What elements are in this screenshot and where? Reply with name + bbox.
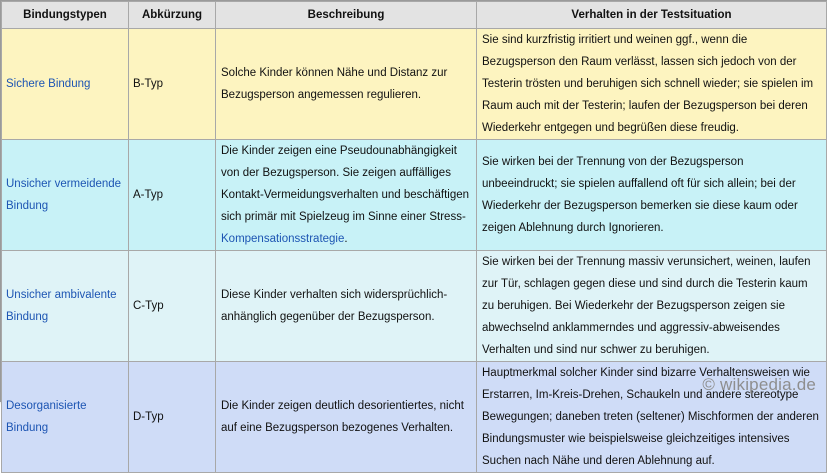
attachment-types-table [1, 1, 827, 473]
description-cell [216, 140, 477, 251]
abbr-cell: D-Typ [129, 362, 216, 473]
type-cell [2, 251, 129, 362]
type-link-unsicher-vermeidend[interactable]: Unsicher vermeidende Bindung [6, 178, 122, 212]
header-bindungstypen[interactable]: Bindungstypen [2, 2, 129, 29]
behavior-cell: Hauptmerkmal solcher Kinder sind bizarre Verhaltensweisen wie Erstarren, Im-Kreis-Drehen, Schaukeln und andere stereotype Bewegungen; daneben treten (seltener) Mischformen der anderen Bindungsmuster wie beispielsweise gleichzeitiges intensives Suchen nach Nähe und deren Ablehnung auf. [477, 362, 827, 473]
table-row [2, 140, 827, 251]
type-cell [2, 29, 129, 140]
header-verhalten[interactable]: Verhalten in der Testsituation [477, 2, 827, 29]
description-text: Die Kinder zeigen eine Pseudounabhängigkeit von der Bezugsperson. Sie zeigen auffälliges Kontakt-Vermeidungsverhalten und beschäftigen sich primär mit Spielzeug im Sinne einer Stress- [221, 145, 470, 223]
behavior-cell: Sie sind kurzfristig irritiert und weinen ggf., wenn die Bezugsperson den Raum verlässt, lassen sich jedoch von der Testerin trösten und beruhigen sich schnell wieder; sie spielen im Raum auch mit der Testerin; laufen der Bezugsperson bei deren Wiederkehr entgegen und begrüßen diese freudig. [477, 29, 827, 140]
type-cell [2, 362, 129, 473]
table-row [2, 29, 827, 140]
description-cell: Solche Kinder können Nähe und Distanz zur Bezugsperson angemessen regulieren. [216, 29, 477, 140]
description-cell: Diese Kinder verhalten sich widersprüchlich-anhänglich gegenüber der Bezugsperson. [216, 251, 477, 362]
type-link-unsicher-ambivalent[interactable]: Unsicher ambivalente Bindung [6, 289, 117, 323]
table-row [2, 251, 827, 362]
type-link-sichere-bindung[interactable]: Sichere Bindung [6, 78, 91, 90]
abbr-cell: C-Typ [129, 251, 216, 362]
header-row [2, 2, 827, 29]
abbr-cell: A-Typ [129, 140, 216, 251]
behavior-cell: Sie wirken bei der Trennung von der Bezugsperson unbeeindruckt; sie spielen auffallend oft für sich allein; bei der Wiederkehr der Bezugsperson bemerken sie diese kaum oder zeigen Ablehnung durch Ignorieren. [477, 140, 827, 251]
type-cell [2, 140, 129, 251]
kompensationsstrategie-link[interactable]: Kompensationsstrategie [221, 233, 345, 245]
behavior-cell: Sie wirken bei der Trennung massiv verunsichert, weinen, laufen zur Tür, schlagen gegen diese und sind durch die Testerin kaum zu beruhigen. Bei Wiederkehr der Bezugsperson zeigen sie abwechselnd anklammerndes und aggressiv-abweisendes Verhalten und sind nur schwer zu beruhigen. [477, 251, 827, 362]
type-link-desorganisiert[interactable]: Desorganisierte Bindung [6, 400, 87, 434]
wikipedia-watermark: © wikipedia.de [702, 375, 816, 394]
abbr-cell: B-Typ [129, 29, 216, 140]
description-end: . [344, 233, 348, 245]
header-beschreibung[interactable]: Beschreibung [216, 2, 477, 29]
header-abkuerzung[interactable]: Abkürzung [129, 2, 216, 29]
description-cell: Die Kinder zeigen deutlich desorientiertes, nicht auf eine Bezugsperson bezogenes Verhalten. [216, 362, 477, 473]
